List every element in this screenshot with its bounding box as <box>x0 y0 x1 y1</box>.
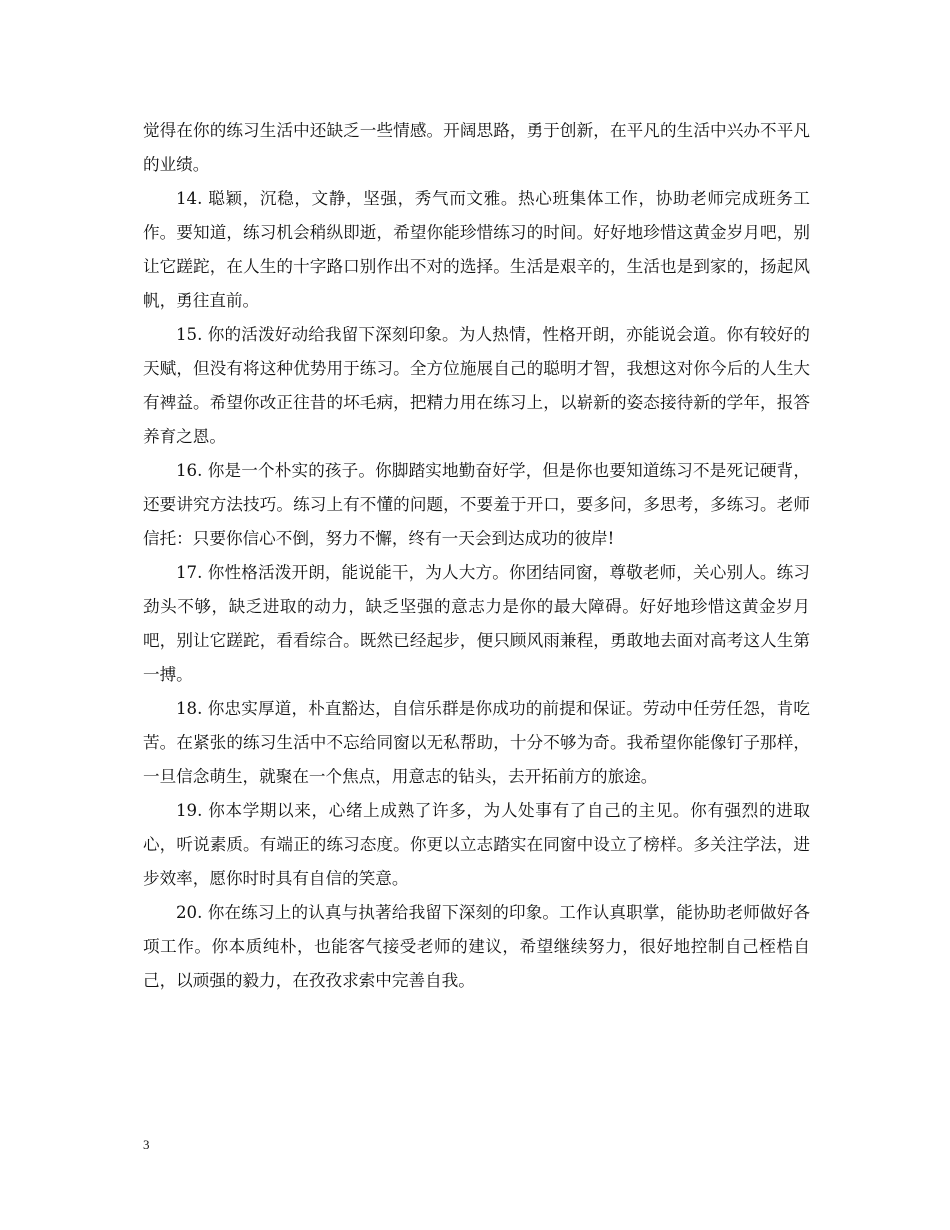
page-number: 3 <box>143 1137 150 1152</box>
document-body <box>143 114 810 998</box>
paragraph-comment-14: 14. 聪颖，沉稳，文静，坚强，秀气而文雅。热心班集体工作，协助老师完成班务工作。要知道，练习机会稍纵即逝，希望你能珍惜练习的时间。好好地珍惜这黄金岁月吧，别让它蹉跎，在人生的十字路口别作出不对的选择。生活是艰辛的，生活也是到家的，扬起风帆，勇往直前。 <box>143 189 810 310</box>
paragraph-comment-16: 16. 你是一个朴实的孩子。你脚踏实地勤奋好学，但是你也要知道练习不是死记硬背，还要讲究方法技巧。练习上有不懂的问题，不要羞于开口，要多问，多思考，多练习。老师信托：只要你信心不倒，努力不懈，终有一天会到达成功的彼岸! <box>143 461 810 548</box>
paragraph-comment-15: 15. 你的活泼好动给我留下深刻印象。为人热情，性格开朗，亦能说会道。你有较好的天赋，但没有将这种优势用于练习。全方位施展自己的聪明才智，我想这对你今后的人生大有裨益。希望你改正往昔的坏毛病，把精力用在练习上，以崭新的姿态接待新的学年，报答养育之恩。 <box>143 325 810 446</box>
paragraph-continuation: 觉得在你的练习生活中还缺乏一些情感。开阔思路，勇于创新，在平凡的生活中兴办不平凡的业绩。 <box>143 121 810 174</box>
paragraph-comment-20: 20. 你在练习上的认真与执著给我留下深刻的印象。工作认真职掌，能协助老师做好各项工作。你本质纯朴，也能客气接受老师的建议，希望继续努力，很好地控制自己桎梏自己，以顽强的毅力，在孜孜求索中完善自我。 <box>143 903 810 990</box>
paragraph-comment-17: 17. 你性格活泼开朗，能说能干，为人大方。你团结同窗，尊敬老师，关心别人。练习劲头不够，缺乏进取的动力，缺乏坚强的意志力是你的最大障碍。好好地珍惜这黄金岁月吧，别让它蹉跎，看看综合。既然已经起步，便只顾风雨兼程，勇敢地去面对高考这人生第一搏。 <box>143 563 810 684</box>
paragraph-comment-19: 19. 你本学期以来，心绪上成熟了许多，为人处事有了自己的主见。你有强烈的进取心，听说素质。有端正的练习态度。你更以立志踏实在同窗中设立了榜样。多关注学法，进步效率，愿你时时具有自信的笑意。 <box>143 801 810 888</box>
paragraph-comment-18: 18. 你忠实厚道，朴直豁达，自信乐群是你成功的前提和保证。劳动中任劳任怨，肯吃苦。在紧张的练习生活中不忘给同窗以无私帮助，十分不够为奇。我希望你能像钉子那样，一旦信念萌生，就聚在一个焦点，用意志的钻头，去开拓前方的旅途。 <box>143 699 810 786</box>
